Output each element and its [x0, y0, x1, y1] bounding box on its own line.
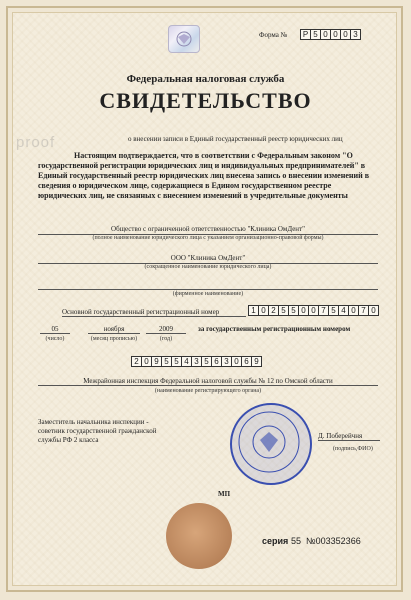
- ogrn-digit: 4: [338, 305, 349, 316]
- hologram-emblem: [168, 25, 200, 53]
- reg-number-label: за государственным регистрационным номером: [198, 325, 351, 333]
- date-day: 05: [40, 325, 70, 334]
- watermark-text: proof: [16, 134, 56, 151]
- eagle-icon: [169, 26, 199, 52]
- signer-name: Д. Поберейчня: [318, 432, 380, 441]
- reg-number-digit: 6: [211, 356, 222, 367]
- seal-emblem-icon: [232, 405, 310, 483]
- ogrn-digit: 0: [258, 305, 269, 316]
- ogrn-digit: 1: [248, 305, 259, 316]
- brand-name-line: [38, 288, 378, 290]
- reg-number-digit: 0: [231, 356, 242, 367]
- ogrn-digit: 7: [358, 305, 369, 316]
- ogrn-digit: 5: [288, 305, 299, 316]
- signer-caption: (подпись,ФИО): [333, 446, 373, 452]
- reg-number-digit: 3: [191, 356, 202, 367]
- date-year-caption: (год): [159, 336, 173, 342]
- reg-number-digit: 6: [241, 356, 252, 367]
- form-number-digit: 0: [340, 29, 351, 40]
- ogrn-label: Основной государственный регистрационный номер: [62, 308, 246, 317]
- form-number-digit: Р: [300, 29, 311, 40]
- agency-name: Федеральная налоговая служба: [126, 73, 285, 85]
- ogrn-digit: 7: [318, 305, 329, 316]
- form-number: [300, 29, 360, 40]
- date-month-caption: (месяц прописью): [90, 336, 138, 342]
- ogrn-digit: 5: [278, 305, 289, 316]
- ogrn-digit: 5: [328, 305, 339, 316]
- date-day-caption: (число): [45, 336, 65, 342]
- reg-number-digit: 9: [151, 356, 162, 367]
- brand-name-caption: (фирменное наименование): [172, 291, 244, 297]
- ogrn-digit: 0: [298, 305, 309, 316]
- reg-number-digit: 0: [141, 356, 152, 367]
- reg-number-digit: 4: [181, 356, 192, 367]
- ogrn-digit: 0: [348, 305, 359, 316]
- short-name-value: ООО "Клиника ОмДент": [38, 254, 378, 264]
- page-title: СВИДЕТЕЛЬСТВО: [99, 88, 312, 113]
- ogrn-digit: 0: [308, 305, 319, 316]
- reg-number-digit: 5: [161, 356, 172, 367]
- series-label: серия: [262, 536, 289, 546]
- series-value: 55: [291, 536, 302, 546]
- form-number-digit: 5: [310, 29, 321, 40]
- hologram-seal: [166, 503, 232, 569]
- authority-caption: (наименование регистрирующего органа): [154, 388, 262, 394]
- date-month: ноября: [88, 325, 140, 334]
- authority-value: Межрайонная инспекция Федеральной налоговой службы № 12 по Омской области: [38, 377, 378, 386]
- reg-number-digit: 9: [251, 356, 262, 367]
- ogrn-number: [248, 305, 378, 316]
- reg-number-digit: 5: [201, 356, 212, 367]
- form-number-digit: 0: [320, 29, 331, 40]
- short-name-caption: (сокращенное наименование юридического лица): [144, 264, 272, 270]
- form-number-digit: 3: [350, 29, 361, 40]
- reg-number-digit: 5: [171, 356, 182, 367]
- full-name-caption: (полное наименование юридического лица с указанием организационно-правовой формы): [92, 235, 324, 241]
- ogrn-digit: 2: [268, 305, 279, 316]
- reg-number-digit: 2: [131, 356, 142, 367]
- registration-number: [131, 356, 261, 367]
- series-number: №003352366: [306, 536, 361, 546]
- full-name-value: Общество с ограниченной ответственностью "Клиника ОмДент": [38, 225, 378, 235]
- ogrn-digit: 0: [368, 305, 379, 316]
- form-label: Форма №: [259, 31, 288, 39]
- date-year: 2009: [146, 325, 186, 334]
- body-paragraph: Настоящим подтверждается, что в соответствии с Федеральным законом "О государственной регистрации юридических лиц и индивидуальных предпринимателей" в Единый государственный реестр юридических лиц внесена запись о внесении изменений в сведения о юридическом лице, содержащиеся в Едином государственном реестре юридических лиц, не связанных с внесением изменений в учредительные документы: [38, 151, 370, 200]
- subtitle: о внесении записи в Единый государственный реестр юридических лиц: [128, 135, 343, 143]
- mp-label: МП: [218, 490, 231, 498]
- reg-number-digit: 3: [221, 356, 232, 367]
- signer-position: Заместитель начальника инспекции - советник государственной гражданской службы РФ 2 класса: [38, 418, 157, 444]
- form-number-digit: 0: [330, 29, 341, 40]
- official-seal: [230, 403, 312, 485]
